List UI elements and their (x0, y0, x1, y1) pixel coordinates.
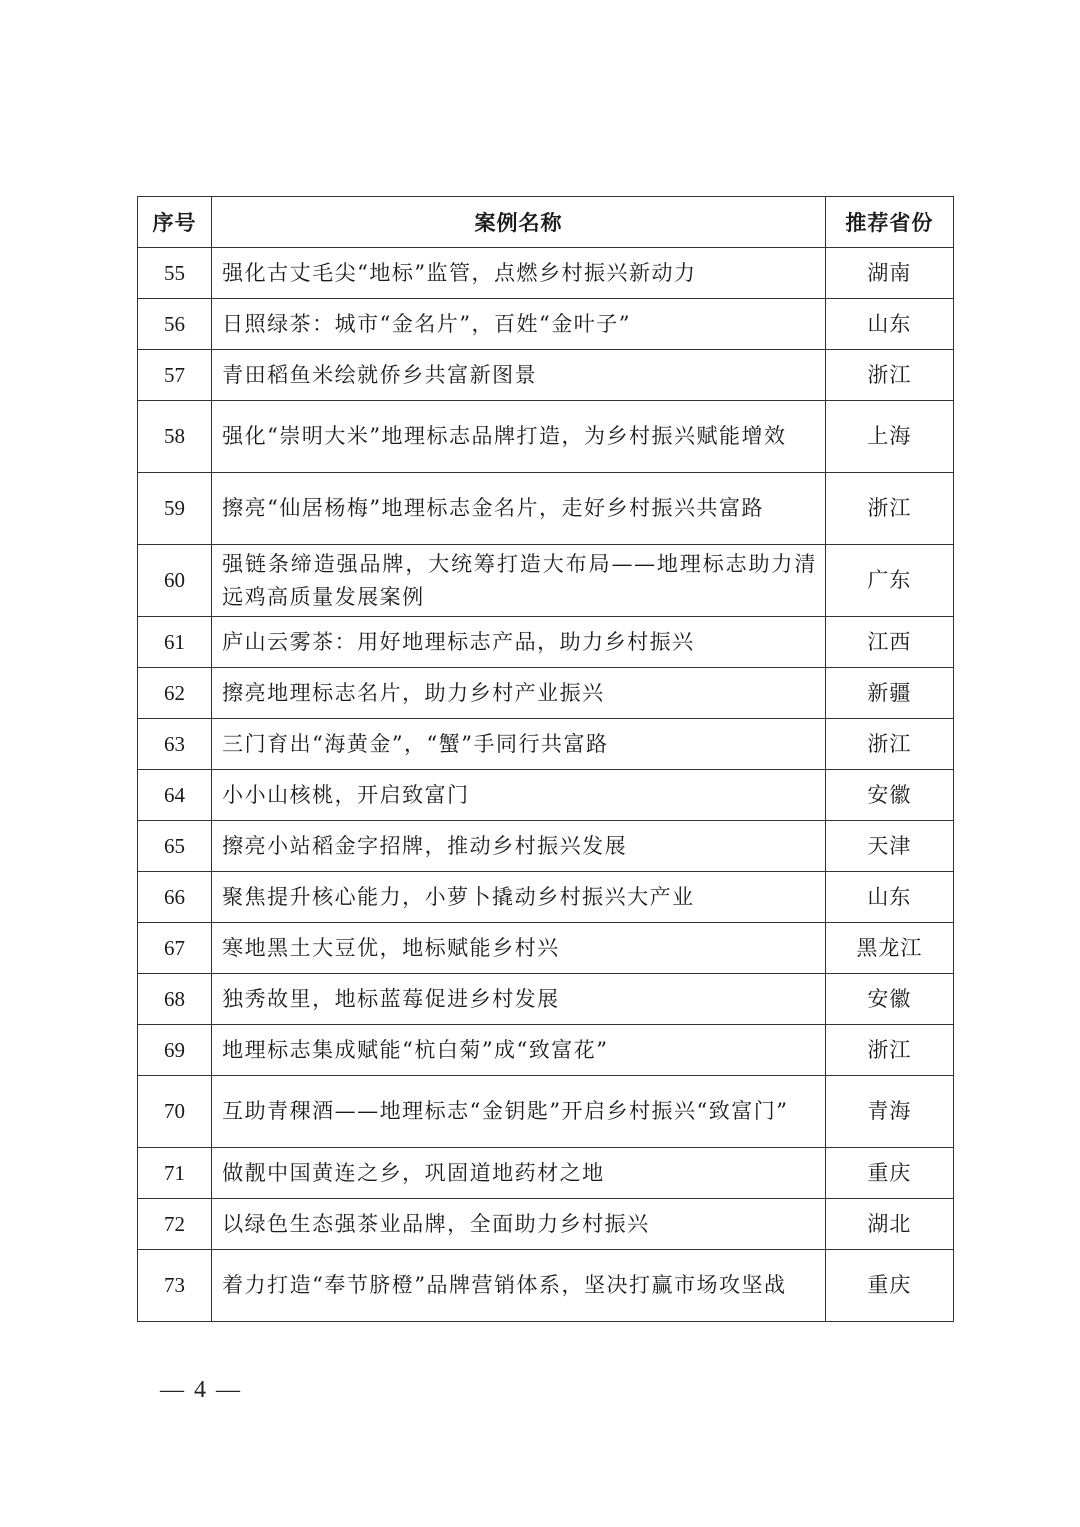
table-row (138, 1250, 954, 1322)
row-case-name: 做靓中国黄连之乡，巩固道地药材之地 (212, 1148, 826, 1199)
table-row (138, 1025, 954, 1076)
row-province: 安徽 (825, 770, 953, 821)
table-row (138, 668, 954, 719)
row-case-name: 小小山核桃，开启致富门 (212, 770, 826, 821)
row-province: 浙江 (825, 719, 953, 770)
table-row (138, 1199, 954, 1250)
row-number: 62 (138, 668, 212, 719)
row-number: 57 (138, 350, 212, 401)
row-case-name: 着力打造“奉节脐橙”品牌营销体系，坚决打赢市场攻坚战 (212, 1250, 826, 1322)
row-number: 64 (138, 770, 212, 821)
row-number: 56 (138, 299, 212, 350)
table-row (138, 401, 954, 473)
row-number: 59 (138, 473, 212, 545)
row-province: 黑龙江 (825, 923, 953, 974)
row-province: 广东 (825, 545, 953, 617)
table-row (138, 1076, 954, 1148)
row-case-name: 强链条缔造强品牌，大统筹打造大布局——地理标志助力清远鸡高质量发展案例 (212, 545, 826, 617)
table-row (138, 350, 954, 401)
row-province: 安徽 (825, 974, 953, 1025)
row-case-name: 青田稻鱼米绘就侨乡共富新图景 (212, 350, 826, 401)
row-province: 浙江 (825, 473, 953, 545)
row-province: 浙江 (825, 350, 953, 401)
table-row (138, 248, 954, 299)
row-province: 湖南 (825, 248, 953, 299)
row-province: 上海 (825, 401, 953, 473)
row-case-name: 擦亮小站稻金字招牌，推动乡村振兴发展 (212, 821, 826, 872)
row-number: 63 (138, 719, 212, 770)
table-row (138, 821, 954, 872)
header-case-name: 案例名称 (212, 197, 826, 248)
row-province: 山东 (825, 299, 953, 350)
row-province: 重庆 (825, 1148, 953, 1199)
row-case-name: 三门育出“海黄金”，“蟹”手同行共富路 (212, 719, 826, 770)
row-case-name: 以绿色生态强茶业品牌，全面助力乡村振兴 (212, 1199, 826, 1250)
row-number: 73 (138, 1250, 212, 1322)
table-header-row (138, 197, 954, 248)
table-row (138, 545, 954, 617)
row-province: 新疆 (825, 668, 953, 719)
row-case-name: 寒地黑土大豆优，地标赋能乡村兴 (212, 923, 826, 974)
table-row (138, 719, 954, 770)
table-row (138, 923, 954, 974)
header-serial-number: 序号 (138, 197, 212, 248)
row-number: 61 (138, 617, 212, 668)
table-row (138, 770, 954, 821)
row-province: 天津 (825, 821, 953, 872)
row-number: 72 (138, 1199, 212, 1250)
table-row (138, 872, 954, 923)
row-number: 68 (138, 974, 212, 1025)
table-row (138, 473, 954, 545)
row-province: 重庆 (825, 1250, 953, 1322)
row-case-name: 擦亮“仙居杨梅”地理标志金名片，走好乡村振兴共富路 (212, 473, 826, 545)
row-number: 58 (138, 401, 212, 473)
row-province: 浙江 (825, 1025, 953, 1076)
row-number: 60 (138, 545, 212, 617)
row-case-name: 强化“崇明大米”地理标志品牌打造，为乡村振兴赋能增效 (212, 401, 826, 473)
row-number: 70 (138, 1076, 212, 1148)
row-case-name: 聚焦提升核心能力，小萝卜撬动乡村振兴大产业 (212, 872, 826, 923)
row-case-name: 地理标志集成赋能“杭白菊”成“致富花” (212, 1025, 826, 1076)
row-number: 55 (138, 248, 212, 299)
row-case-name: 强化古丈毛尖“地标”监管，点燃乡村振兴新动力 (212, 248, 826, 299)
row-number: 67 (138, 923, 212, 974)
row-province: 湖北 (825, 1199, 953, 1250)
table-row (138, 1148, 954, 1199)
row-number: 71 (138, 1148, 212, 1199)
row-case-name: 擦亮地理标志名片，助力乡村产业振兴 (212, 668, 826, 719)
row-number: 66 (138, 872, 212, 923)
row-province: 江西 (825, 617, 953, 668)
row-case-name: 日照绿茶：城市“金名片”，百姓“金叶子” (212, 299, 826, 350)
header-province: 推荐省份 (825, 197, 953, 248)
row-case-name: 互助青稞酒——地理标志“金钥匙”开启乡村振兴“致富门” (212, 1076, 826, 1148)
table-row (138, 617, 954, 668)
page-number: — 4 — (160, 1377, 242, 1403)
table-row (138, 299, 954, 350)
row-number: 65 (138, 821, 212, 872)
row-province: 青海 (825, 1076, 953, 1148)
row-province: 山东 (825, 872, 953, 923)
row-case-name: 独秀故里，地标蓝莓促进乡村发展 (212, 974, 826, 1025)
case-table (137, 196, 954, 1322)
row-case-name: 庐山云雾茶：用好地理标志产品，助力乡村振兴 (212, 617, 826, 668)
row-number: 69 (138, 1025, 212, 1076)
table-row (138, 974, 954, 1025)
